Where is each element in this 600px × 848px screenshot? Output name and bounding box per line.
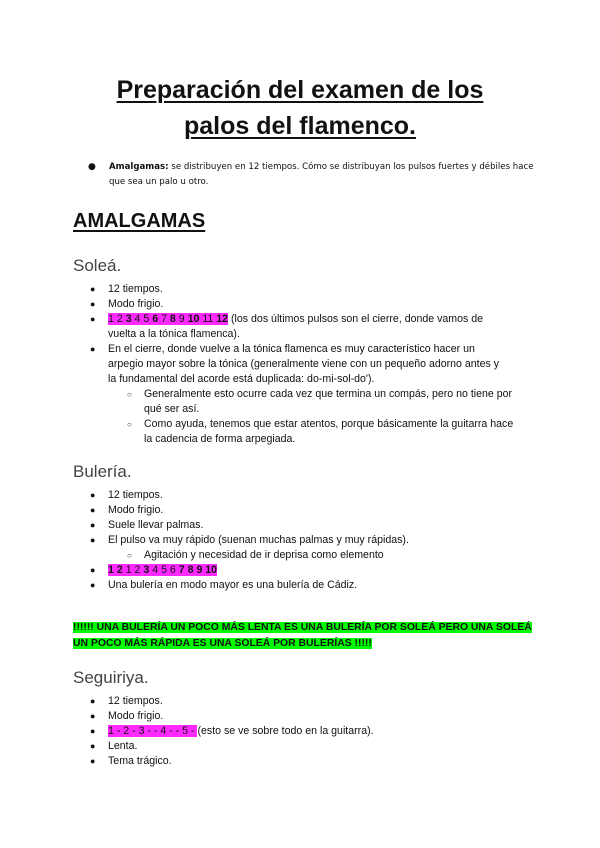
buleria-list bbox=[0, 488, 508, 593]
bullet-icon: ● bbox=[90, 565, 96, 575]
intro-paragraph bbox=[90, 160, 550, 190]
list-item: ● Modo frigio. bbox=[90, 710, 164, 722]
beat-count: 2 bbox=[116, 564, 126, 576]
bullet-icon: ● bbox=[90, 344, 96, 354]
list-item: ● 12 tiempos. bbox=[90, 489, 163, 501]
circle-bullet-icon: ○ bbox=[127, 420, 132, 429]
seguiriya-heading: Seguiriya. bbox=[73, 668, 149, 687]
bullet-icon: ● bbox=[90, 756, 96, 766]
highlighted-note: !!!!!! UNA BULERÍA UN POCO MÁS LENTA ES UNA BULERÍA POR SOLEÁ PERO UNA SOLEÁ UN POCO MÁS RÁPIDA ES UNA SOLEÁ POR BULERÍAS !!!!! bbox=[73, 622, 532, 649]
intro-text: se distribuyen en 12 tiempos. Cómo se distribuyan los pulsos fuertes y débiles hace que sea un palo u otro. bbox=[109, 162, 534, 187]
title-line-1: Preparación del examen de los bbox=[116, 76, 484, 104]
beat-count: 7 bbox=[161, 313, 170, 325]
list-item: ● 12 tiempos. bbox=[90, 695, 163, 707]
bullet-icon: ● bbox=[90, 580, 96, 590]
seguiriya-count-pattern: 1 - 2 - 3 - - 4 - - 5 - bbox=[108, 725, 198, 737]
beat-count: 2 bbox=[134, 564, 144, 576]
bullet-icon: ● bbox=[90, 299, 96, 309]
beat-count: 9 bbox=[178, 313, 188, 325]
page-title bbox=[0, 72, 600, 144]
solea-count-note: (los dos últimos pulsos son el cierre, donde vamos de vuelta a la tónica flamenca). bbox=[108, 313, 484, 340]
bullet-icon: ● bbox=[90, 741, 96, 751]
solea-sublist bbox=[108, 387, 514, 447]
bullet-icon: ● bbox=[90, 490, 96, 500]
seguiriya-count-note: (esto se ve sobre todo en la guitarra). bbox=[197, 725, 374, 737]
beat-count: 3 bbox=[143, 564, 153, 576]
sub-list-item: ○ Como ayuda, tenemos que estar atentos, porque básicamente la guitarra hace la cadencia de forma arpegiada. bbox=[127, 418, 514, 445]
beat-count: 1 bbox=[108, 313, 117, 325]
bullet-icon: ● bbox=[90, 314, 96, 324]
circle-bullet-icon: ○ bbox=[127, 551, 132, 560]
bullet-icon: ● bbox=[90, 284, 96, 294]
intro-label: Amalgamas: bbox=[109, 162, 169, 172]
title-line-2: palos del flamenco. bbox=[183, 112, 416, 140]
list-item: ● 12 tiempos. bbox=[90, 283, 163, 295]
list-item: ● Suele llevar palmas. bbox=[90, 519, 204, 531]
beat-count: 1 bbox=[125, 564, 135, 576]
beat-count: 8 bbox=[187, 564, 197, 576]
list-item: ● Una bulería en modo mayor es una bulería de Cádiz. bbox=[90, 579, 358, 591]
buleria-count-pattern bbox=[108, 564, 217, 576]
list-item: ● Modo frigio. bbox=[90, 504, 164, 516]
list-item: ● Tema trágico. bbox=[90, 755, 172, 767]
solea-list bbox=[0, 282, 514, 447]
beat-count: 10 bbox=[187, 313, 203, 325]
buleria-heading: Bulería. bbox=[73, 462, 132, 481]
beat-count: 8 bbox=[169, 313, 179, 325]
section-title: AMALGAMAS bbox=[73, 210, 206, 232]
buleria-sublist bbox=[108, 548, 508, 563]
bullet-icon: ● bbox=[88, 162, 96, 172]
list-item bbox=[0, 563, 508, 578]
circle-bullet-icon: ○ bbox=[127, 390, 132, 399]
bullet-icon: ● bbox=[90, 711, 96, 721]
beat-count: 10 bbox=[205, 564, 218, 576]
beat-count: 1 bbox=[108, 564, 117, 576]
bullet-icon: ● bbox=[90, 726, 96, 736]
list-item: ● El pulso va muy rápido (suenan muchas palmas y muy rápidas). ○ Agitación y necesidad de ir deprisa como elemento bbox=[0, 533, 508, 563]
beat-count: 4 bbox=[134, 313, 144, 325]
bullet-icon: ● bbox=[90, 696, 96, 706]
bullet-icon: ● bbox=[90, 520, 96, 530]
list-item: ● Lenta. bbox=[90, 740, 138, 752]
solea-count-pattern bbox=[108, 313, 228, 325]
sub-list-item: ○ Agitación y necesidad de ir deprisa como elemento bbox=[127, 549, 384, 561]
beat-count: 3 bbox=[125, 313, 135, 325]
list-item: ● Modo frigio. bbox=[90, 298, 164, 310]
beat-count: 12 bbox=[216, 313, 229, 325]
solea-heading: Soleá. bbox=[73, 256, 122, 275]
bullet-icon: ● bbox=[90, 535, 96, 545]
beat-count: 5 bbox=[143, 313, 153, 325]
list-item: ● En el cierre, donde vuelve a la tónica flamenca es muy característico hacer un arpegio mayor sobre la tónica (generalmente viene con un pequeño adorno antes y la fundamental del acorde está duplicada: do-mi-sol-do'). ○ Generalmente esto ocurre cada vez que termina un compás, pero no tiene por qué ser así. ○ Como ayuda, tenemos que estar atentos, porque básicamente la guitarra hace la cadencia de forma arpegiada. bbox=[90, 343, 514, 445]
list-item bbox=[0, 312, 508, 342]
beat-count: 9 bbox=[196, 564, 206, 576]
sub-list-item: ○ Generalmente esto ocurre cada vez que termina un compás, pero no tiene por qué ser así. bbox=[127, 388, 513, 415]
bullet-icon: ● bbox=[90, 505, 96, 515]
beat-count: 4 bbox=[152, 564, 162, 576]
beat-count: 6 bbox=[169, 564, 179, 576]
beat-count: 2 bbox=[116, 313, 126, 325]
beat-count: 7 bbox=[178, 564, 188, 576]
list-item bbox=[0, 724, 508, 739]
beat-count: 5 bbox=[161, 564, 170, 576]
beat-count: 6 bbox=[152, 313, 162, 325]
beat-count: 11 bbox=[202, 313, 217, 325]
seguiriya-list bbox=[0, 694, 508, 769]
